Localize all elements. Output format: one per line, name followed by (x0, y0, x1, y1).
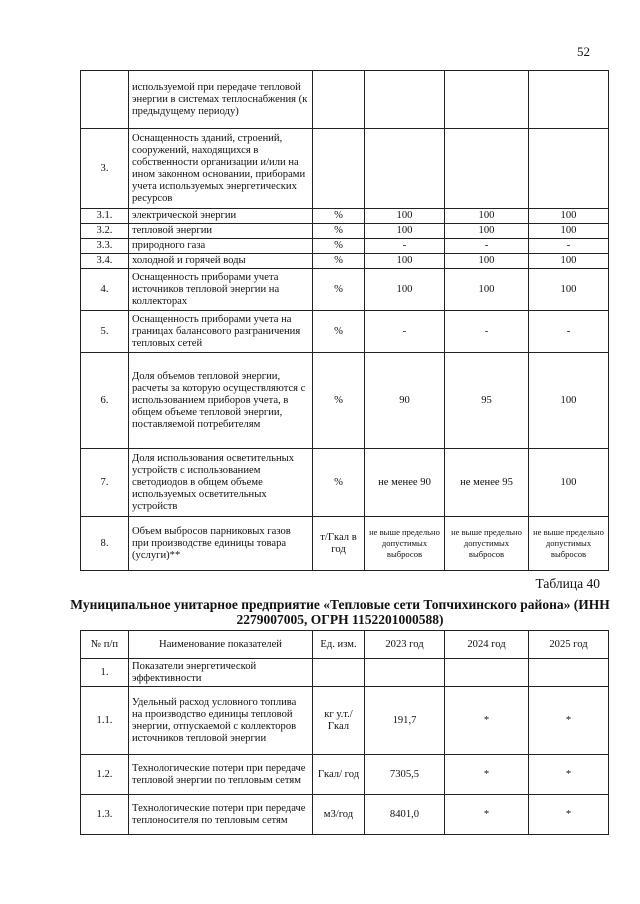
indicator-name: используемой при передаче тепловой энергии в системах теплоснабжения (к предыдущему периоду) (129, 71, 313, 129)
value-2023: 191,7 (365, 687, 445, 755)
row-number: 5. (81, 311, 129, 353)
table-row (81, 254, 609, 269)
value-2024 (445, 659, 529, 687)
value-2023: 90 (365, 353, 445, 449)
unit: % (313, 224, 365, 239)
header-2025: 2025 год (529, 631, 609, 659)
indicator-name: Объем выбросов парниковых газов при производстве единицы товара (услуги)** (129, 517, 313, 571)
value-2025 (529, 71, 609, 129)
table-row (81, 687, 609, 755)
indicator-name: Оснащенность приборами учета источников тепловой энергии на коллекторах (129, 269, 313, 311)
value-2025: * (529, 795, 609, 835)
unit (313, 129, 365, 209)
header-2024: 2024 год (445, 631, 529, 659)
indicator-name: Доля объемов тепловой энергии, расчеты за которую осуществляются с использованием приборов учета, в общем объеме тепловой энергии, поставляемой потребителям (129, 353, 313, 449)
indicator-name: холодной и горячей воды (129, 254, 313, 269)
value-2025: - (529, 239, 609, 254)
value-2023 (365, 71, 445, 129)
value-2025: 100 (529, 224, 609, 239)
unit: % (313, 353, 365, 449)
value-2023: не менее 90 (365, 449, 445, 517)
indicator-name: электрической энергии (129, 209, 313, 224)
value-2023: - (365, 311, 445, 353)
value-2023: 8401,0 (365, 795, 445, 835)
indicator-name: Оснащенность приборами учета на границах балансового разграничения тепловых сетей (129, 311, 313, 353)
table-row (81, 659, 609, 687)
value-2024: * (445, 795, 529, 835)
table-row (81, 269, 609, 311)
value-2025: 100 (529, 209, 609, 224)
unit: % (313, 209, 365, 224)
value-2024: * (445, 687, 529, 755)
table-row (81, 239, 609, 254)
row-number: 1.2. (81, 755, 129, 795)
table-row (81, 224, 609, 239)
value-2024: 100 (445, 254, 529, 269)
value-2025: 100 (529, 449, 609, 517)
value-2025: * (529, 687, 609, 755)
value-2024: 100 (445, 269, 529, 311)
organization-title: Муниципальное унитарное предприятие «Тепловые сети Топчихинского района» (ИНН 2279007005, ОГРН 1152201000588) (70, 597, 610, 627)
value-2025: 100 (529, 254, 609, 269)
header-num: № п/п (81, 631, 129, 659)
unit: % (313, 254, 365, 269)
value-2023 (365, 659, 445, 687)
table-row (81, 449, 609, 517)
page-number: 52 (577, 44, 590, 59)
value-2023: - (365, 239, 445, 254)
header-2023: 2023 год (365, 631, 445, 659)
table-row (81, 755, 609, 795)
table-row (81, 209, 609, 224)
indicator-name: Технологические потери при передаче теплоносителя по тепловым сетям (129, 795, 313, 835)
value-2024: 100 (445, 209, 529, 224)
indicator-name: Удельный расход условного топлива на производство единицы тепловой энергии, отпускаемой с коллекторов источников тепловой энергии (129, 687, 313, 755)
row-number: 3.1. (81, 209, 129, 224)
indicator-name: Доля использования осветительных устройств с использованием светодиодов в общем объеме используемых осветительных устройств (129, 449, 313, 517)
value-2023: 100 (365, 269, 445, 311)
value-2025 (529, 129, 609, 209)
unit: Гкал/ год (313, 755, 365, 795)
table-row (81, 129, 609, 209)
row-number: 6. (81, 353, 129, 449)
unit: т/Гкал в год (313, 517, 365, 571)
table-caption: Таблица 40 (535, 576, 600, 591)
value-2023: 7305,5 (365, 755, 445, 795)
value-2025: не выше предельно допустимых выбросов (529, 517, 609, 571)
value-2024: - (445, 239, 529, 254)
value-2024 (445, 71, 529, 129)
row-number: 1. (81, 659, 129, 687)
indicator-name: Показатели энергетической эффективности (129, 659, 313, 687)
header-unit: Ед. изм. (313, 631, 365, 659)
value-2025 (529, 659, 609, 687)
row-number: 3.3. (81, 239, 129, 254)
indicator-name: природного газа (129, 239, 313, 254)
row-number: 4. (81, 269, 129, 311)
value-2024 (445, 129, 529, 209)
value-2023: 100 (365, 209, 445, 224)
organization-indicators-table (80, 630, 609, 835)
value-2025: * (529, 755, 609, 795)
value-2024: - (445, 311, 529, 353)
table-row (81, 71, 609, 129)
value-2023: 100 (365, 224, 445, 239)
value-2023: 100 (365, 254, 445, 269)
table-row (81, 795, 609, 835)
table-row (81, 517, 609, 571)
unit: % (313, 269, 365, 311)
unit: % (313, 239, 365, 254)
value-2024: не менее 95 (445, 449, 529, 517)
value-2023: не выше предельно допустимых выбросов (365, 517, 445, 571)
table-header-row (81, 631, 609, 659)
table-row (81, 353, 609, 449)
value-2025: - (529, 311, 609, 353)
row-number: 3.4. (81, 254, 129, 269)
value-2024: * (445, 755, 529, 795)
row-number: 3. (81, 129, 129, 209)
unit: % (313, 449, 365, 517)
row-number: 8. (81, 517, 129, 571)
table-row (81, 311, 609, 353)
indicator-name: тепловой энергии (129, 224, 313, 239)
unit: кг у.т./ Гкал (313, 687, 365, 755)
value-2025: 100 (529, 269, 609, 311)
indicators-table-continued (80, 70, 609, 571)
indicator-name: Технологические потери при передаче тепловой энергии по тепловым сетям (129, 755, 313, 795)
value-2024: 100 (445, 224, 529, 239)
header-name: Наименование показателей (129, 631, 313, 659)
row-number: 7. (81, 449, 129, 517)
row-number: 3.2. (81, 224, 129, 239)
unit: м3/год (313, 795, 365, 835)
unit: % (313, 311, 365, 353)
row-number (81, 71, 129, 129)
row-number: 1.1. (81, 687, 129, 755)
unit (313, 659, 365, 687)
value-2024: 95 (445, 353, 529, 449)
value-2024: не выше предельно допустимых выбросов (445, 517, 529, 571)
value-2023 (365, 129, 445, 209)
row-number: 1.3. (81, 795, 129, 835)
unit (313, 71, 365, 129)
value-2025: 100 (529, 353, 609, 449)
indicator-name: Оснащенность зданий, строений, сооружений, находящихся в собственности организации и/или на ином законном основании, приборами учета используемых энергетических ресурсов (129, 129, 313, 209)
